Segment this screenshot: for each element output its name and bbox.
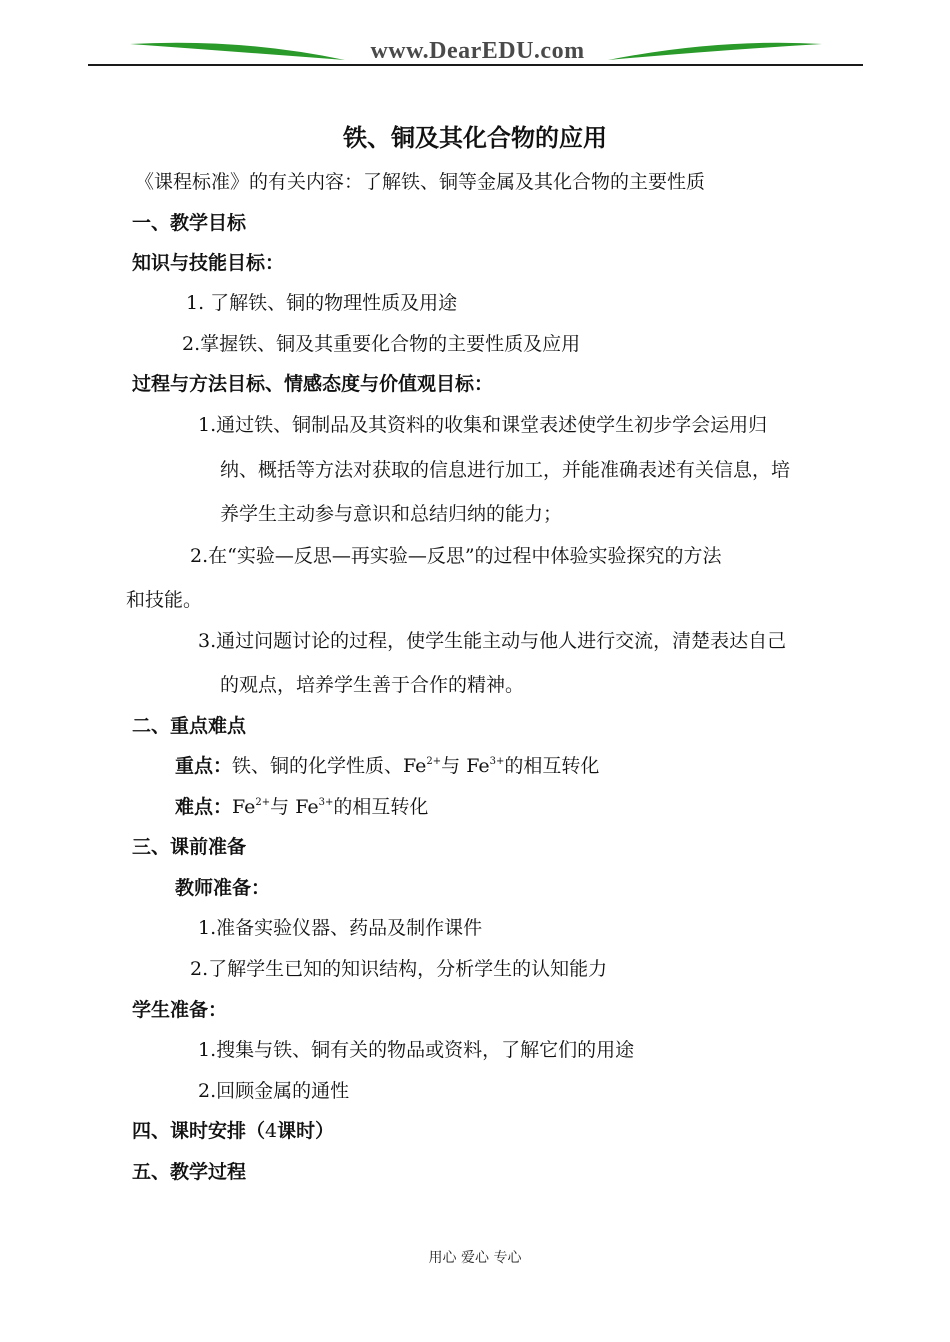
process-item-1-line-2: 纳、概括等方法对获取的信息进行加工，并能准确表述有关信息，培 (220, 459, 791, 481)
page-footer: 用心 爱心 专心 (428, 1250, 522, 1266)
teacher-prep-item-1: 1.准备实验仪器、药品及制作课件 (198, 917, 483, 939)
difficult-point-label: 难点： (175, 796, 233, 818)
process-item-2-line-1: 2.在“实验—反思—再实验—反思”的过程中体验实验探究的方法 (190, 545, 722, 567)
key-point-text-2: 与 Fe (441, 755, 490, 777)
knowledge-item-2: 2.掌握铁、铜及其重要化合物的主要性质及应用 (182, 333, 581, 355)
process-item-1-line-1: 1.通过铁、铜制品及其资料的收集和课堂表述使学生初步学会运用归 (198, 414, 768, 436)
section-2-heading: 二、重点难点 (132, 715, 247, 737)
fe3-charge-2: 3+ (318, 797, 334, 808)
section-4-heading (132, 1119, 334, 1143)
knowledge-item-1: 1. 了解铁、铜的物理性质及用途 (186, 292, 458, 314)
student-prep-subheading: 学生准备： (132, 999, 228, 1021)
difficult-point-text-3: 的相互转化 (333, 796, 429, 818)
difficult-point-line (175, 795, 428, 819)
page-header (0, 0, 950, 80)
key-point-line (175, 754, 599, 778)
fe2-charge: 2+ (426, 756, 442, 767)
student-prep-item-2: 2.回顾金属的通性 (198, 1080, 350, 1102)
process-item-1-line-3: 养学生主动参与意识和总结归纳的能力； (220, 503, 563, 525)
process-item-3-line-1: 3.通过问题讨论的过程，使学生能主动与他人进行交流，清楚表达自己 (198, 630, 787, 652)
intro-line: 《课程标准》的有关内容：了解铁、铜等金属及其化合物的主要性质 (135, 171, 706, 193)
section-4-label: 四、课时安排（ (132, 1120, 266, 1142)
fe2-charge-2: 2+ (255, 797, 271, 808)
site-logo-text: www.DearEDU.com (370, 38, 585, 64)
student-prep-item-1: 1.搜集与铁、铜有关的物品或资料，了解它们的用途 (198, 1039, 635, 1061)
key-point-text-1: 铁、铜的化学性质、Fe (232, 755, 427, 777)
section-3-heading: 三、课前准备 (132, 836, 247, 858)
section-4-tail: 课时） (277, 1120, 335, 1142)
difficult-point-text-2: 与 Fe (270, 796, 319, 818)
key-point-label: 重点： (175, 755, 233, 777)
header-rule (88, 64, 863, 66)
knowledge-skill-subheading: 知识与技能目标： (132, 252, 285, 274)
fe3-charge: 3+ (489, 756, 505, 767)
key-point-text-3: 的相互转化 (504, 755, 600, 777)
difficult-point-text-1: Fe (232, 796, 256, 818)
section-1-heading: 一、教学目标 (132, 212, 247, 234)
process-method-subheading: 过程与方法目标、情感态度与价值观目标： (132, 373, 494, 395)
process-item-3-line-2: 的观点，培养学生善于合作的精神。 (220, 674, 525, 696)
teacher-prep-subheading: 教师准备： (175, 877, 271, 899)
document-title: 铁、铜及其化合物的应用 (343, 124, 607, 152)
teacher-prep-item-2: 2.了解学生已知的知识结构，分析学生的认知能力 (190, 958, 608, 980)
section-4-number: 4 (265, 1120, 278, 1142)
process-item-2-line-2: 和技能。 (126, 589, 203, 611)
section-5-heading: 五、教学过程 (132, 1161, 247, 1183)
